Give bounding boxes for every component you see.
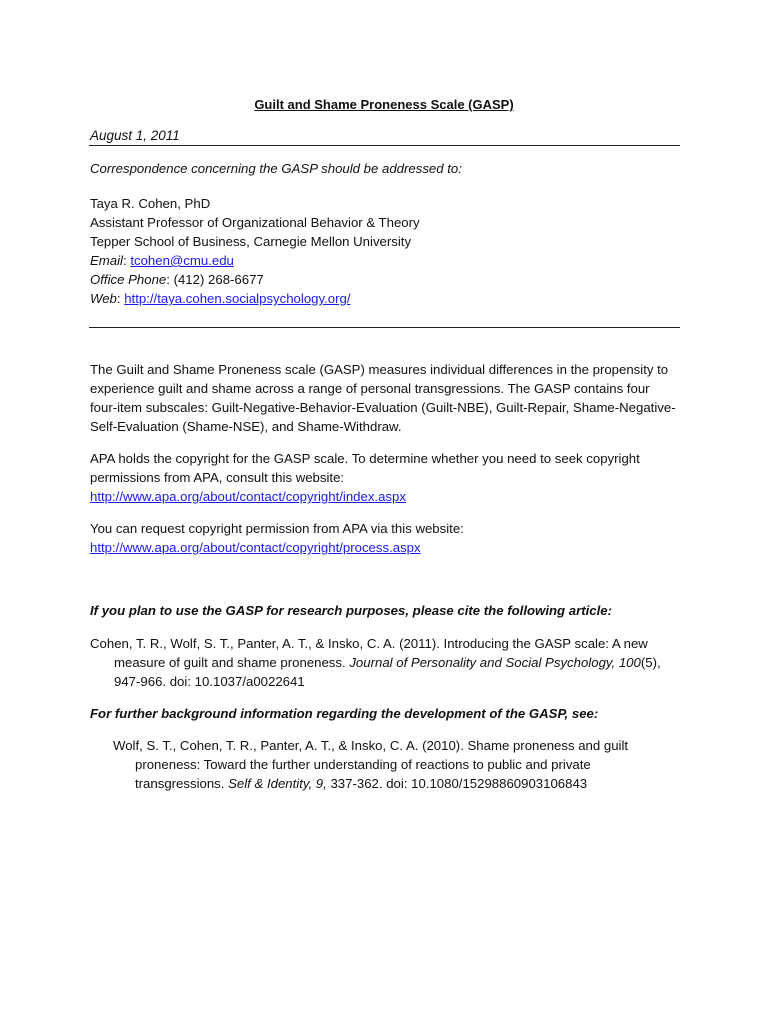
gasp-description: The Guilt and Shame Proneness scale (GASP) measures individual differences in the propensity to experience guilt and shame across a range of personal transgressions. The GASP contains four four-item subscales: Guilt-Negative-Behavior-Evaluation (Guilt-NBE), Guilt-Repair, Shame-Negative-Self-Evaluation (Shame-NSE), and Shame-Withdraw.	[90, 362, 676, 434]
copyright-paragraph	[90, 449, 680, 506]
copyright-line-1: APA holds the copyright for the GASP scale. To determine whether you need to seek copyright	[90, 451, 640, 466]
website-link[interactable]: http://taya.cohen.socialpsychology.org/	[124, 291, 351, 306]
contact-position: Assistant Professor of Organizational Behavior & Theory	[90, 215, 420, 230]
further-heading: For further background information regarding the development of the GASP, see:	[90, 706, 599, 721]
reference-2-journal: Self & Identity, 9,	[228, 776, 327, 791]
reference-cohen-2011	[90, 634, 680, 691]
cite-heading: If you plan to use the GASP for research purposes, please cite the following article:	[90, 603, 613, 618]
top-divider	[89, 145, 680, 146]
reference-wolf-2010	[113, 736, 673, 793]
contact-school: Tepper School of Business, Carnegie Mellon University	[90, 234, 412, 249]
permission-text: You can request copyright permission from APA via this website:	[90, 521, 464, 536]
reference-1-authors: Cohen, T. R., Wolf, S. T., Panter, A. T., & Insko, C. A. (2011). Introducing the GASP scale: A new measure of guilt and shame proneness.	[90, 636, 648, 670]
contact-phone-line: Office Phone: (412) 268-6677	[90, 272, 264, 287]
contact-block	[90, 194, 420, 308]
copyright-process-link[interactable]: http://www.apa.org/about/contact/copyright/process.aspx	[90, 540, 421, 555]
phone-number: (412) 268-6677	[173, 272, 264, 287]
phone-label: Office Phone	[90, 272, 167, 287]
document-title: Guilt and Shame Proneness Scale (GASP)	[254, 97, 514, 112]
contact-web-line: Web: http://taya.cohen.socialpsychology.org/	[90, 291, 351, 306]
contact-email-line: Email: tcohen@cmu.edu	[90, 253, 234, 268]
reference-2-authors: Wolf, S. T., Cohen, T. R., Panter, A. T., & Insko, C. A. (2010). Shame proneness and guilt proneness: Toward the further understanding of reactions to public and private transgressions.	[113, 738, 629, 791]
email-link[interactable]: tcohen@cmu.edu	[130, 253, 234, 268]
reference-1-issue: (5), 947-966. doi: 10.1037/a0022641	[114, 655, 661, 689]
web-label: Web	[90, 291, 117, 306]
document-date: August 1, 2011	[90, 128, 180, 143]
correspondence-note: Correspondence concerning the GASP should be addressed to:	[90, 161, 462, 176]
contact-name: Taya R. Cohen, PhD	[90, 196, 211, 211]
copyright-line-2: permissions from APA, consult this website:	[90, 470, 345, 485]
reference-2-pages: 337-362. doi: 10.1080/15298860903106843	[326, 776, 588, 791]
email-label: Email	[90, 253, 123, 268]
copyright-index-link[interactable]: http://www.apa.org/about/contact/copyright/index.aspx	[90, 489, 406, 504]
bottom-divider	[89, 327, 680, 328]
reference-1-journal: Journal of Personality and Social Psychology, 100	[349, 655, 641, 670]
permission-paragraph	[90, 519, 680, 557]
